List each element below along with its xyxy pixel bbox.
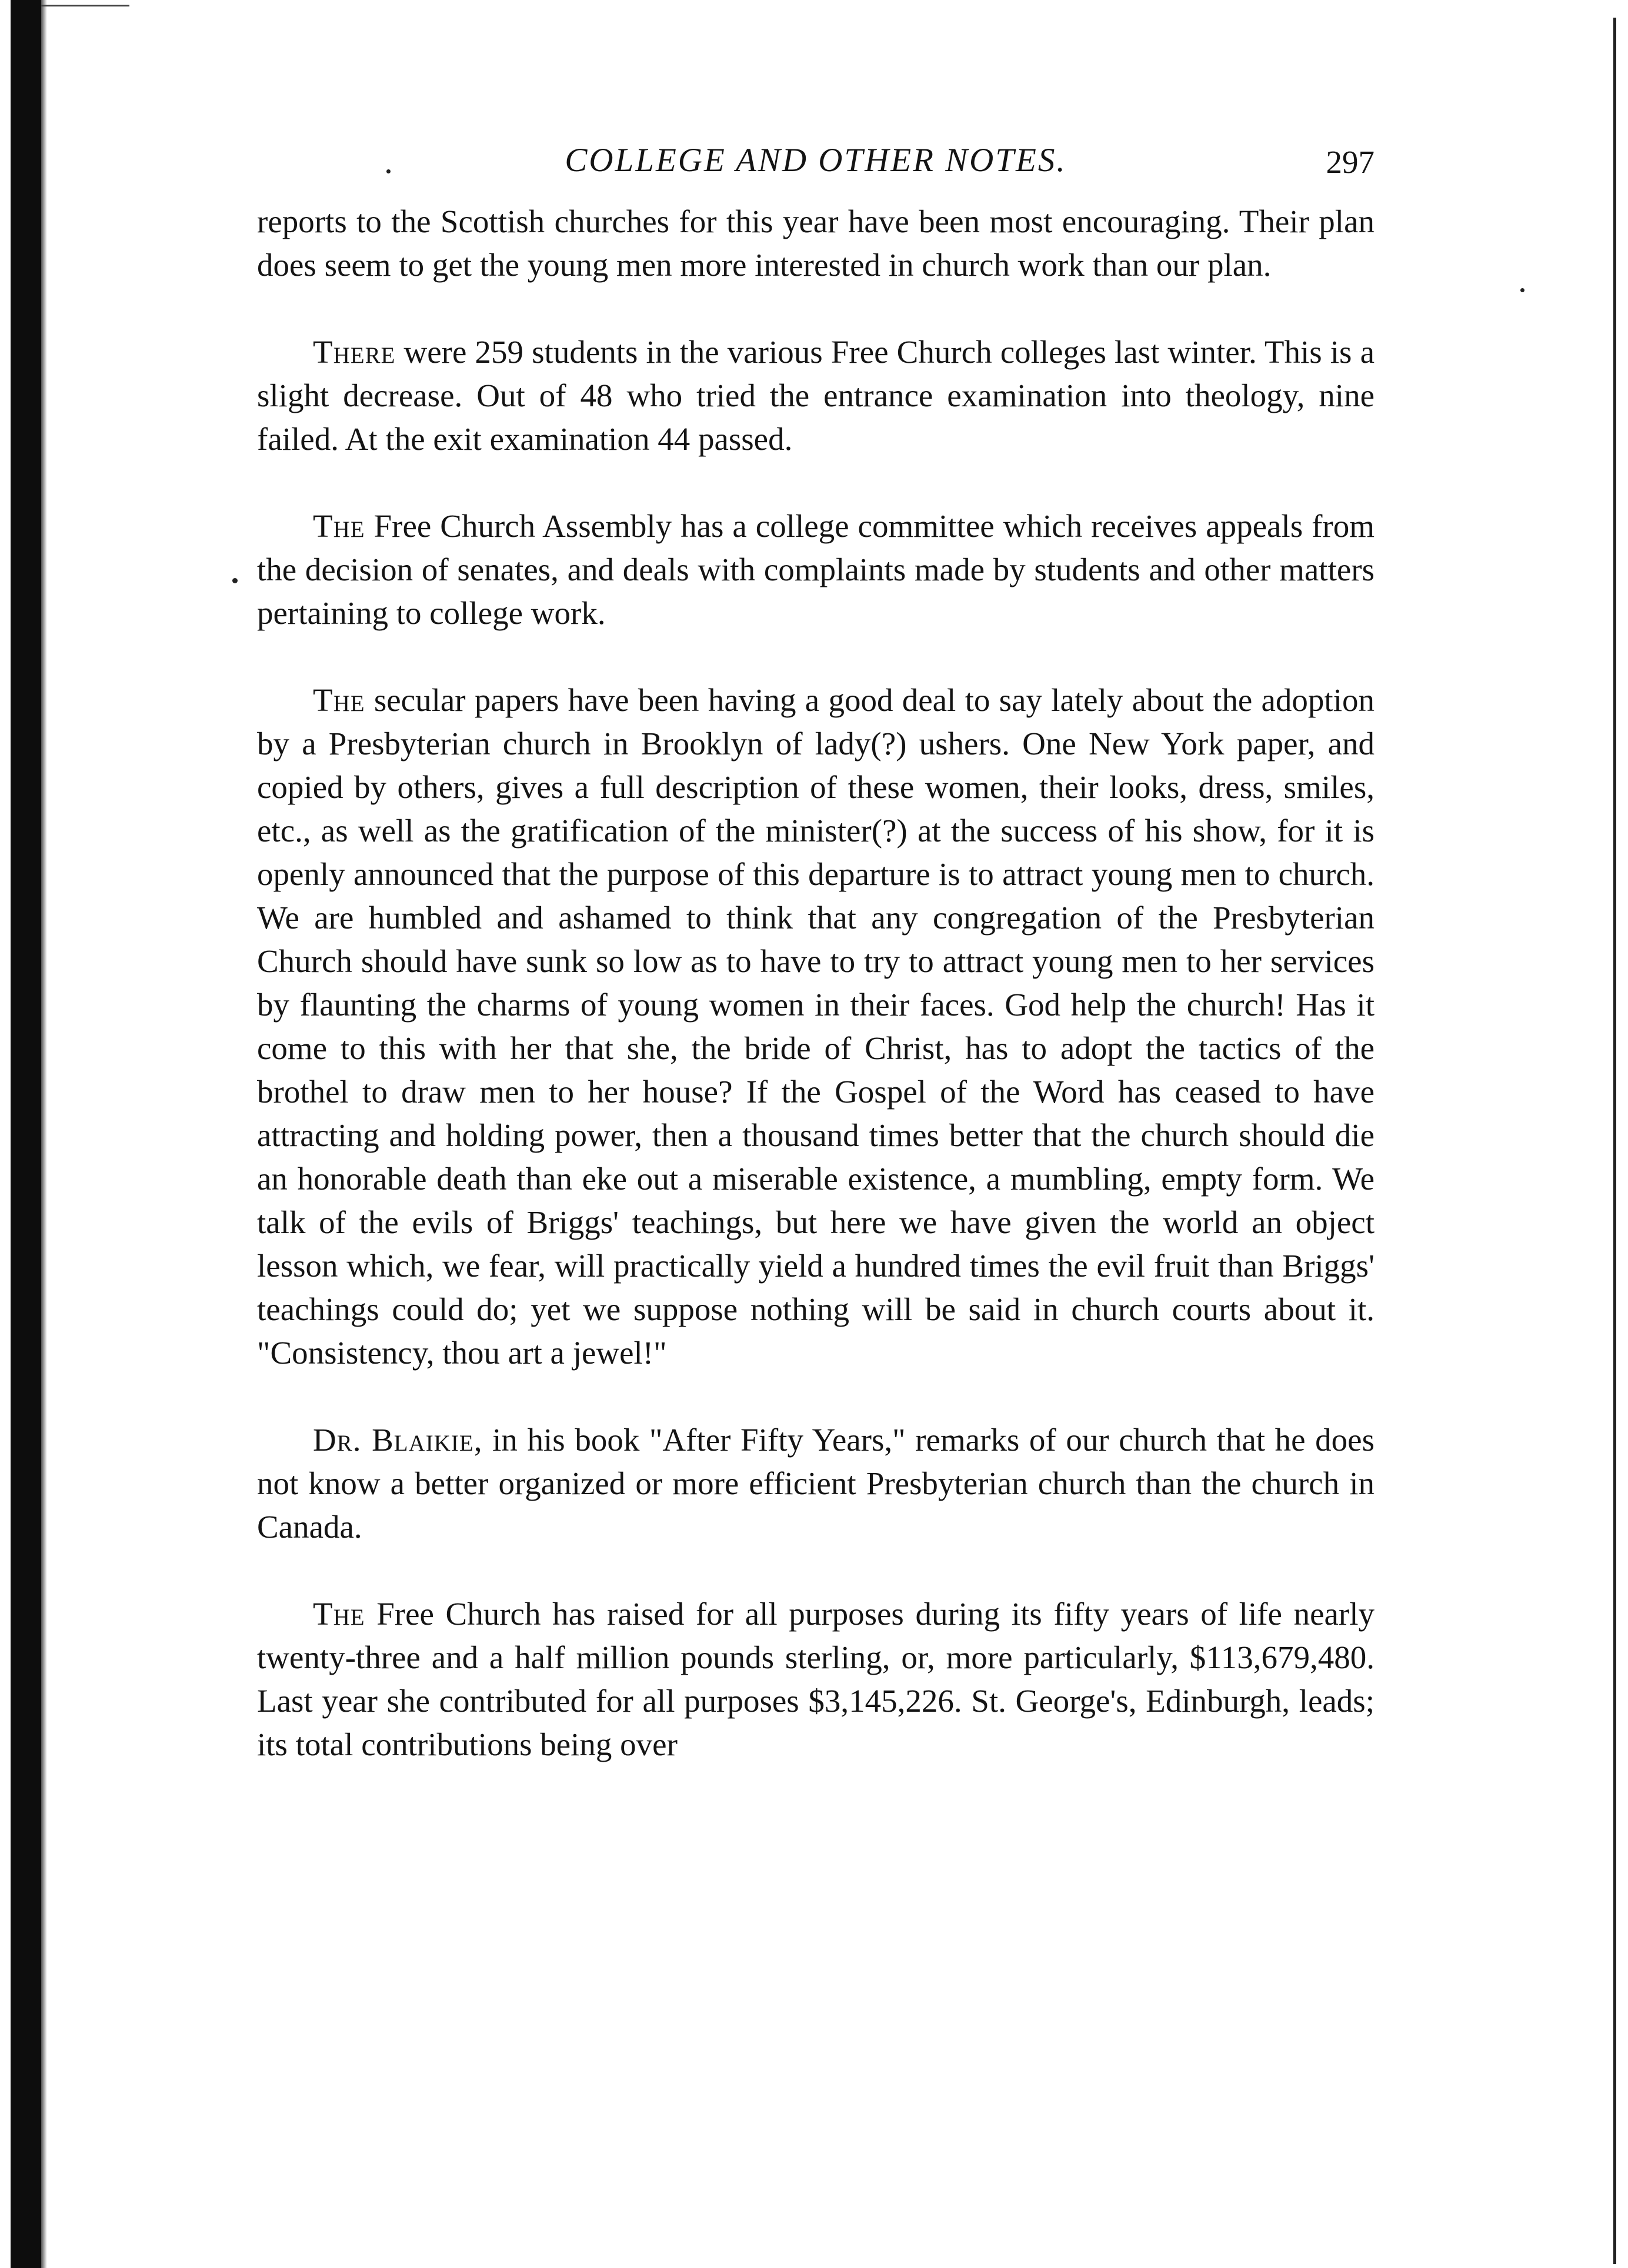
scan-page-edge-right [1613, 18, 1616, 2264]
paragraph-continued [257, 200, 1375, 287]
scan-speck [1520, 288, 1524, 292]
paragraph-free-church-funds [257, 1592, 1375, 1766]
running-title: COLLEGE AND OTHER NOTES. [565, 142, 1067, 179]
paragraph-lady-ushers [257, 679, 1375, 1375]
paragraph-lead: The [313, 682, 365, 718]
document-page [257, 135, 1375, 1766]
page-number: 297 [1326, 144, 1375, 180]
scan-binding-shadow [11, 0, 41, 2268]
page-header [257, 135, 1375, 200]
paragraph-lead: The [313, 1596, 365, 1632]
paragraph-spacer [257, 461, 1375, 505]
paragraph-lead: There [313, 334, 396, 370]
body-text [257, 200, 1375, 1766]
scan-speck [232, 578, 238, 583]
paragraph-college-committee [257, 505, 1375, 635]
paragraph-lead: The [313, 508, 365, 544]
paragraph-text: Free Church Assembly has a college committee which receives appeals from the decision of senates, and deals with complaints made by students and other matters pertaining to college work. [257, 508, 1375, 631]
paragraph-text: in his book "After Fifty Years," remarks of our church that he does not know a better organized or more efficient Presbyterian church than the church in Canada. [257, 1422, 1375, 1545]
paragraph-text: secular papers have been having a good deal to say lately about the adoption by a Presbyterian church in Brooklyn of lady(?) ushers. One New York paper, and copied by others, gives a full description of these women, their looks, dress, smiles, etc., as well as the gratification of the minister(?) at the success of his show, for it is openly announced that the purpose of this departure is to attract young men to church. We are humbled and ashamed to think that any congregation of the Presbyterian Church should have sunk so low as to have to try to attract young men to her services by flaunting the charms of young women in their faces. God help the church! Has it come to this with her that she, the bride of Christ, has to adopt the tactics of the brothel to draw men to her house? If the Gospel of the Word has ceased to have attracting and holding power, then a thousand times better that the church should die an honorable death than eke out a miserable existence, a mumbling, empty form. We talk of the evils of Briggs' teachings, but here we have given the world an object lesson which, we fear, will practically yield a hundred times the evil fruit than Briggs' teachings could do; yet we suppose nothing will be said in church courts about it. "Consistency, thou art a jewel!" [257, 682, 1375, 1371]
paragraph-text: were 259 students in the various Free Church colleges last winter. This is a slight decrease. Out of 48 who tried the entrance examination into theology, nine failed. At the exit examination 44 passed. [257, 334, 1375, 457]
paragraph-text: reports to the Scottish churches for this year have been most encouraging. Their plan does seem to get the young men more interested in church work than our plan. [257, 203, 1375, 283]
paragraph-lead: Dr. Blaikie, [313, 1422, 483, 1458]
paragraph-spacer [257, 1375, 1375, 1418]
scan-corner-mark [41, 5, 129, 6]
paragraph-spacer [257, 635, 1375, 679]
paragraph-spacer [257, 1549, 1375, 1592]
paragraph-spacer [257, 287, 1375, 330]
scan-binding-fade [41, 0, 47, 2268]
paragraph-dr-blaikie [257, 1418, 1375, 1549]
paragraph-free-church-students [257, 330, 1375, 461]
paragraph-text: Free Church has raised for all purposes during its fifty years of life nearly twenty-three and a half million pounds sterling, or, more particularly, $113,679,480. Last year she contributed for all purposes $3,145,226. St. George's, Edinburgh, leads; its total contributions being over [257, 1596, 1375, 1762]
